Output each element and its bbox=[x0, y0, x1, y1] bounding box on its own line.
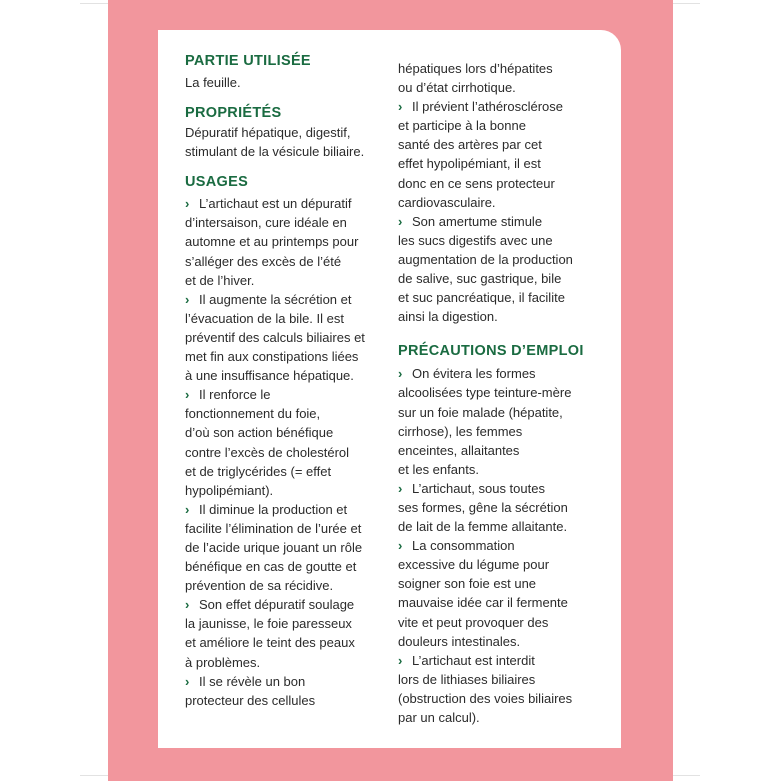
text-line bbox=[185, 633, 383, 652]
line-text: effet hypolipémiant, il est bbox=[398, 156, 541, 172]
line-text: met fin aux constipations liées bbox=[185, 349, 359, 365]
line-text: ainsi la digestion. bbox=[398, 309, 498, 325]
text-line bbox=[398, 460, 604, 479]
section-proprietes bbox=[185, 104, 383, 161]
line-text: santé des artères par cet bbox=[398, 137, 542, 153]
text-line bbox=[185, 691, 383, 710]
list-item bbox=[398, 536, 604, 651]
text-line bbox=[185, 538, 383, 557]
heading-precautions: PRÉCAUTIONS D’EMPLOI bbox=[398, 343, 584, 360]
line-text: Son effet dépuratif soulage bbox=[199, 597, 355, 613]
text-line bbox=[398, 613, 604, 632]
precautions-list bbox=[398, 364, 604, 727]
text-line bbox=[398, 154, 604, 173]
chevron-right-icon: › bbox=[398, 99, 403, 115]
text-line bbox=[398, 383, 604, 402]
section-partie-utilisee bbox=[185, 52, 383, 92]
list-item bbox=[185, 672, 383, 710]
text-line: stimulant de la vésicule biliaire. bbox=[185, 144, 365, 160]
heading-partie-utilisee: PARTIE UTILISÉE bbox=[185, 53, 311, 69]
line-text: Il renforce le bbox=[199, 387, 271, 403]
text-line bbox=[398, 708, 604, 727]
line-text: augmentation de la production bbox=[398, 251, 573, 267]
text-line bbox=[398, 364, 604, 383]
line-text: La consommation bbox=[412, 538, 515, 554]
text-line bbox=[398, 288, 604, 307]
line-text: s’alléger des excès de l’été bbox=[185, 253, 342, 269]
line-text: fonctionnement du foie, bbox=[185, 406, 321, 422]
line-text: Il se révèle un bon bbox=[199, 673, 306, 689]
right-column bbox=[398, 59, 604, 727]
chevron-right-icon: › bbox=[185, 291, 190, 307]
text-line bbox=[398, 174, 604, 193]
line-text: les sucs digestifs avec une bbox=[398, 232, 553, 248]
line-text: cardiovasculaire. bbox=[398, 194, 496, 210]
text-line bbox=[185, 271, 383, 290]
text-line bbox=[185, 614, 383, 633]
line-text: d’intersaison, cure idéale en bbox=[185, 215, 347, 231]
text-line bbox=[185, 576, 383, 595]
line-text: d’où son action bénéfique bbox=[185, 425, 334, 441]
heading-proprietes: PROPRIÉTÉS bbox=[185, 105, 282, 122]
line-text: et améliore le teint des peaux bbox=[185, 635, 355, 651]
text-line bbox=[398, 403, 604, 422]
text-line bbox=[185, 481, 383, 500]
line-text: Son amertume stimule bbox=[412, 213, 543, 229]
text-line bbox=[398, 536, 604, 555]
text-line bbox=[398, 517, 604, 536]
partie-text: La feuille. bbox=[185, 75, 241, 90]
line-text: L’artichaut est un dépuratif bbox=[199, 196, 352, 212]
chevron-right-icon: › bbox=[398, 213, 403, 229]
line-text: Il augmente la sécrétion et bbox=[199, 291, 352, 307]
list-item bbox=[398, 97, 604, 212]
text-line bbox=[398, 689, 604, 708]
list-item bbox=[398, 212, 604, 327]
text-line bbox=[185, 557, 383, 576]
text-line bbox=[398, 250, 604, 269]
line-text: douleurs intestinales. bbox=[398, 633, 521, 649]
usages-list-continued bbox=[398, 97, 604, 326]
text-line bbox=[185, 385, 383, 404]
line-text: vite et peut provoquer des bbox=[398, 614, 549, 630]
text-line bbox=[398, 307, 604, 326]
text-line bbox=[185, 252, 383, 271]
line-text: soigner son foie est une bbox=[398, 576, 537, 592]
chevron-right-icon: › bbox=[185, 597, 190, 613]
line-text: de lait de la femme allaitante. bbox=[398, 519, 568, 535]
text-line: hépatiques lors d’hépatites bbox=[398, 61, 553, 76]
text-line bbox=[398, 479, 604, 498]
text-line bbox=[185, 328, 383, 347]
chevron-right-icon: › bbox=[398, 538, 403, 554]
text-line bbox=[185, 462, 383, 481]
line-text: mauvaise idée car il fermente bbox=[398, 595, 568, 611]
line-text: hypolipémiant). bbox=[185, 482, 274, 498]
line-text: de salive, suc gastrique, bile bbox=[398, 271, 562, 287]
text-line bbox=[185, 213, 383, 232]
text-line bbox=[398, 593, 604, 612]
line-text: L’artichaut, sous toutes bbox=[412, 480, 545, 496]
line-text: lors de lithiases biliaires bbox=[398, 671, 536, 687]
line-text: Il diminue la production et bbox=[199, 501, 348, 517]
line-text: enceintes, allaitantes bbox=[398, 442, 520, 458]
text-line bbox=[398, 97, 604, 116]
line-text: à une insuffisance hépatique. bbox=[185, 368, 354, 384]
list-item bbox=[185, 385, 383, 500]
line-text: On évitera les formes bbox=[412, 366, 536, 382]
text-line bbox=[185, 672, 383, 691]
line-text: facilite l’élimination de l’urée et bbox=[185, 520, 362, 536]
text-line bbox=[185, 404, 383, 423]
line-text: automne et au printemps pour bbox=[185, 234, 359, 250]
text-line bbox=[185, 347, 383, 366]
section-usages bbox=[185, 173, 383, 710]
list-item bbox=[185, 500, 383, 595]
text-line bbox=[398, 116, 604, 135]
text-line bbox=[185, 290, 383, 309]
text-line bbox=[398, 212, 604, 231]
list-item bbox=[185, 595, 383, 671]
text-line bbox=[185, 366, 383, 385]
proprietes-text bbox=[185, 123, 383, 161]
line-text: de l’acide urique jouant un rôle bbox=[185, 539, 363, 555]
chevron-right-icon: › bbox=[185, 673, 190, 689]
line-text: sur un foie malade (hépatite, bbox=[398, 404, 563, 420]
list-item bbox=[398, 364, 604, 479]
line-text: et suc pancréatique, il facilite bbox=[398, 290, 565, 306]
line-text: cirrhose), les femmes bbox=[398, 423, 523, 439]
bottom-rule-right bbox=[673, 775, 700, 776]
heading-usages: USAGES bbox=[185, 174, 249, 191]
text-line bbox=[398, 422, 604, 441]
text-line bbox=[398, 231, 604, 250]
line-text: contre l’excès de cholestérol bbox=[185, 444, 350, 460]
line-text: protecteur des cellules bbox=[185, 692, 316, 708]
line-text: (obstruction des voies biliaires bbox=[398, 690, 573, 706]
chevron-right-icon: › bbox=[398, 652, 403, 668]
top-rule-right bbox=[673, 3, 700, 4]
line-text: L’artichaut est interdit bbox=[412, 652, 535, 668]
text-line bbox=[398, 441, 604, 460]
line-text: donc en ce sens protecteur bbox=[398, 175, 555, 191]
line-text: la jaunisse, le foie paresseux bbox=[185, 616, 352, 632]
text-line bbox=[398, 632, 604, 651]
chevron-right-icon: › bbox=[185, 387, 190, 403]
line-text: et de l’hiver. bbox=[185, 272, 255, 288]
list-item bbox=[398, 479, 604, 536]
continuation-text bbox=[398, 59, 604, 97]
text-line bbox=[185, 232, 383, 251]
line-text: par un calcul). bbox=[398, 710, 480, 725]
text-line bbox=[185, 423, 383, 442]
list-item bbox=[185, 194, 383, 289]
line-text: et les enfants. bbox=[398, 461, 479, 477]
text-line bbox=[398, 555, 604, 574]
chevron-right-icon: › bbox=[398, 480, 403, 496]
text-line bbox=[185, 653, 383, 672]
text-line bbox=[398, 193, 604, 212]
line-text: préventif des calculs biliaires et bbox=[185, 329, 365, 345]
line-text: à problèmes. bbox=[185, 654, 261, 670]
text-line bbox=[185, 309, 383, 328]
bottom-rule-left bbox=[80, 775, 108, 776]
text-line: ou d’état cirrhotique. bbox=[398, 80, 516, 96]
text-line bbox=[185, 443, 383, 462]
line-text: prévention de sa récidive. bbox=[185, 578, 334, 594]
text-line bbox=[185, 500, 383, 519]
text-line bbox=[398, 574, 604, 593]
text-line bbox=[398, 135, 604, 154]
text-line bbox=[185, 194, 383, 213]
line-text: et de triglycérides (= effet bbox=[185, 463, 332, 479]
line-text: alcoolisées type teinture-mère bbox=[398, 385, 572, 401]
chevron-right-icon: › bbox=[185, 196, 190, 212]
text-line bbox=[185, 595, 383, 614]
usages-list bbox=[185, 194, 383, 710]
line-text: ses formes, gêne la sécrétion bbox=[398, 499, 568, 515]
text-line bbox=[398, 651, 604, 670]
text-line bbox=[398, 269, 604, 288]
line-text: Il prévient l’athérosclérose bbox=[412, 99, 564, 115]
chevron-right-icon: › bbox=[185, 501, 190, 517]
text-line bbox=[398, 498, 604, 517]
text-line: Dépuratif hépatique, digestif, bbox=[185, 125, 351, 141]
text-line bbox=[185, 519, 383, 538]
list-item bbox=[185, 290, 383, 385]
left-column bbox=[185, 52, 383, 718]
line-text: l’évacuation de la bile. Il est bbox=[185, 310, 344, 326]
chevron-right-icon: › bbox=[398, 366, 403, 382]
line-text: excessive du légume pour bbox=[398, 557, 550, 573]
text-line bbox=[398, 670, 604, 689]
top-rule-left bbox=[80, 3, 108, 4]
line-text: bénéfique en cas de goutte et bbox=[185, 559, 357, 575]
list-item bbox=[398, 651, 604, 727]
line-text: et participe à la bonne bbox=[398, 118, 526, 134]
